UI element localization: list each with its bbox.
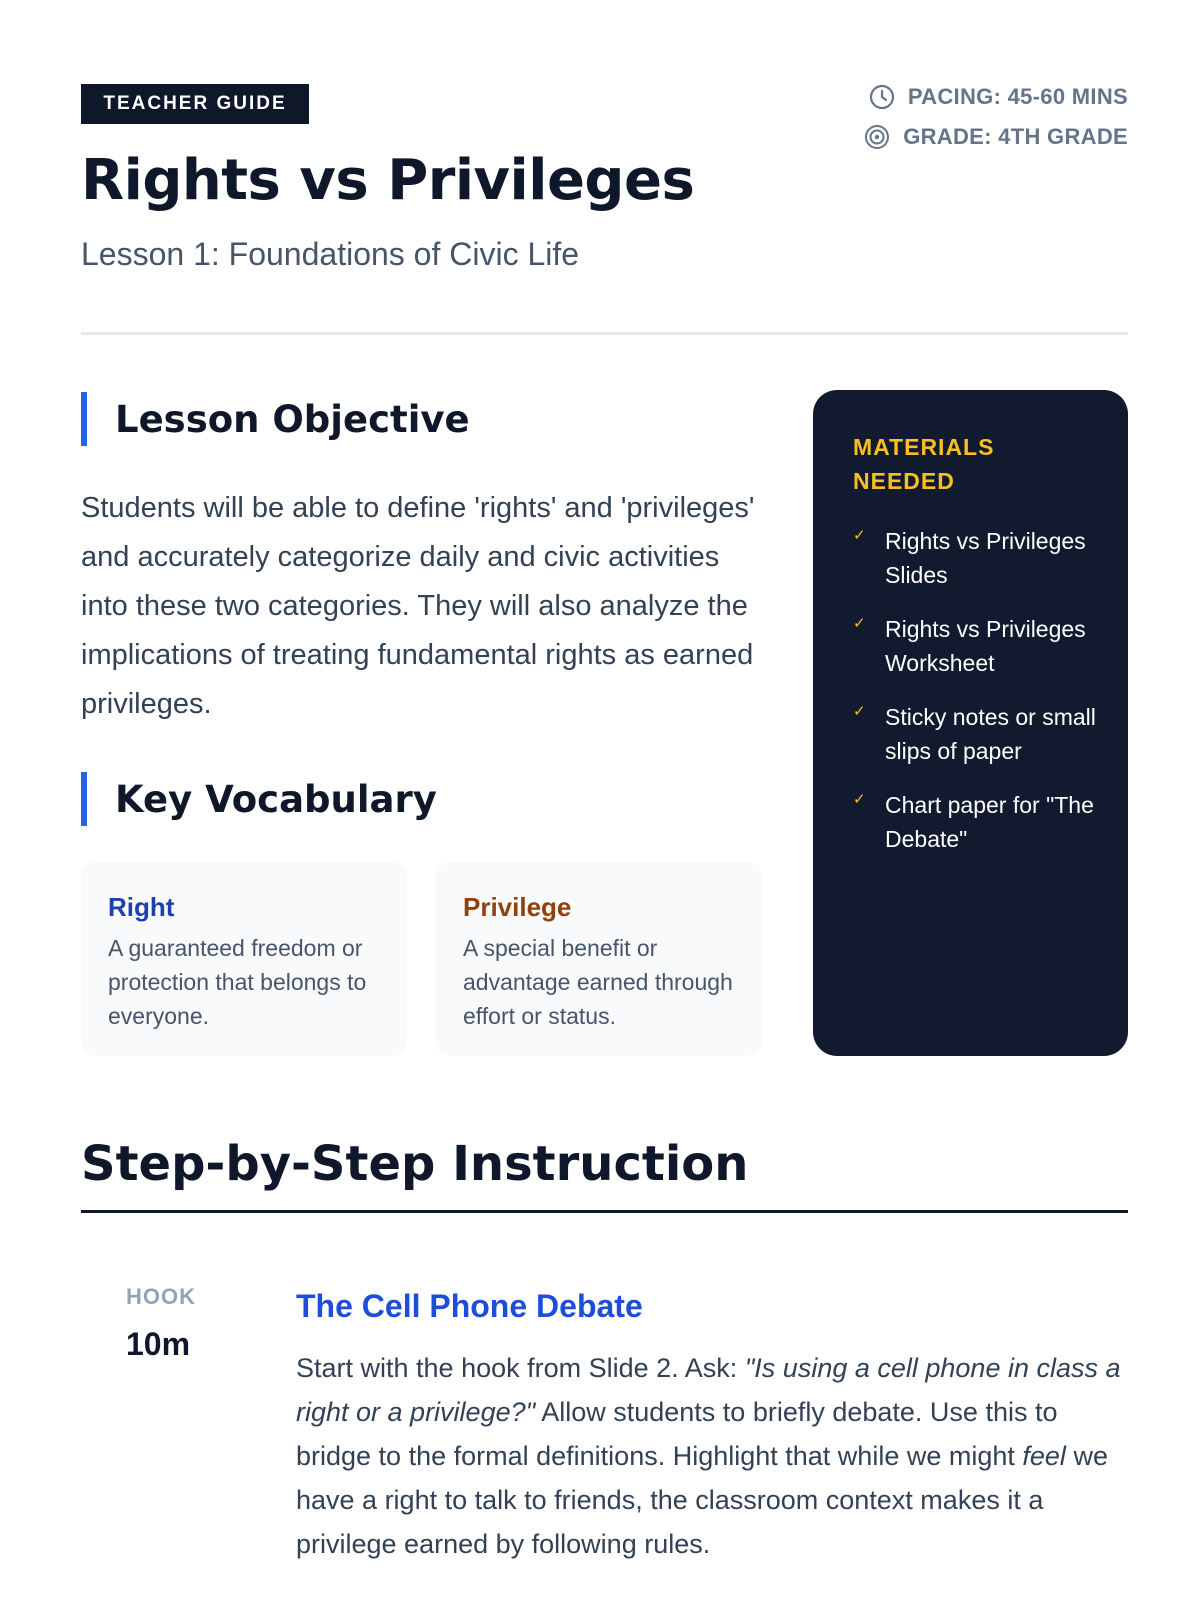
vocab-card-right xyxy=(81,862,407,1056)
step-body-text: Allow students to briefly debate. Use this to bridge to the formal definitions. Highlight that while we might xyxy=(296,1397,1058,1471)
grade-text: GRADE: 4TH GRADE xyxy=(903,124,1128,149)
material-label: Rights vs Privileges Worksheet xyxy=(885,616,1086,676)
checkmark-icon: ✓ xyxy=(853,615,866,632)
page-title: Rights vs Privileges xyxy=(81,148,695,213)
step-body xyxy=(296,1346,1128,1566)
materials-list xyxy=(853,524,1098,856)
target-icon xyxy=(863,123,891,151)
page-subtitle: Lesson 1: Foundations of Civic Life xyxy=(81,236,580,272)
objective-heading: Lesson Objective xyxy=(81,392,470,446)
vocab-definition: A guaranteed freedom or protection that belongs to everyone. xyxy=(108,935,367,1029)
vocabulary-heading: Key Vocabulary xyxy=(81,772,437,826)
clock-icon xyxy=(868,83,896,111)
step-title: The Cell Phone Debate xyxy=(296,1288,643,1324)
vocab-term: Right xyxy=(108,892,175,922)
checkmark-icon: ✓ xyxy=(853,527,866,544)
list-item xyxy=(853,788,1098,856)
grade-info xyxy=(863,120,1128,154)
list-item xyxy=(853,612,1098,680)
materials-panel xyxy=(813,390,1128,1056)
checkmark-icon: ✓ xyxy=(853,791,866,808)
list-item xyxy=(853,700,1098,768)
teacher-guide-badge: TEACHER GUIDE xyxy=(81,84,309,124)
step-body-text: Start with the hook from Slide 2. Ask: xyxy=(296,1353,745,1383)
step-phase: HOOK xyxy=(126,1284,196,1309)
vocab-term: Privilege xyxy=(463,892,572,922)
step-body-emphasis: feel xyxy=(1022,1441,1066,1471)
teacher-guide-page xyxy=(81,0,1128,1600)
material-label: Rights vs Privileges Slides xyxy=(885,528,1086,588)
step-duration: 10m xyxy=(126,1326,191,1362)
checkmark-icon: ✓ xyxy=(853,703,866,720)
material-label: Sticky notes or small slips of paper xyxy=(885,704,1096,764)
pacing-info xyxy=(863,80,1128,114)
vocab-card-privilege xyxy=(436,862,762,1056)
material-label: Chart paper for "The Debate" xyxy=(885,792,1094,852)
objective-text: Students will be able to define 'rights' and 'privileges' and accurately categorize daily and civic activities into these two categories. They will also analyze the implications of treating fundamental rights as earned privileges. xyxy=(81,492,755,720)
vocab-definition: A special benefit or advantage earned through effort or status. xyxy=(463,935,733,1029)
step-body-text: we have a right to talk to friends, the classroom context makes it a privilege earned by following rules. xyxy=(296,1441,1108,1559)
materials-heading: MATERIALS NEEDED xyxy=(853,434,995,494)
steps-divider xyxy=(81,1210,1128,1213)
list-item xyxy=(853,524,1098,592)
lesson-meta xyxy=(863,80,1128,160)
steps-heading: Step-by-Step Instruction xyxy=(81,1136,749,1192)
pacing-text: PACING: 45-60 MINS xyxy=(907,84,1128,109)
step-body-quote: "Is using a cell phone in class a right or a privilege?" xyxy=(296,1353,1121,1427)
header-divider xyxy=(81,332,1128,335)
